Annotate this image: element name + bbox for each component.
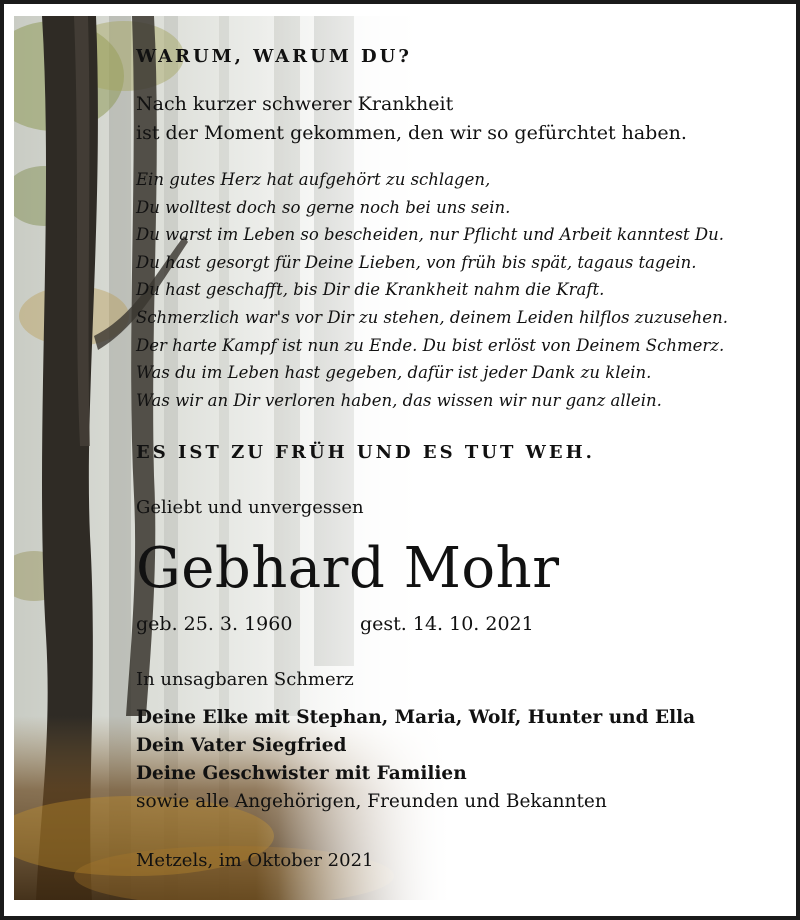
family-line-2: Dein Vater Siegfried bbox=[136, 735, 347, 756]
deceased-name: Gebhard Mohr bbox=[136, 536, 560, 601]
poem-line-9: Was wir an Dir verloren haben, das wissen wir nur ganz allein. bbox=[136, 390, 662, 410]
grief-line: In unsagbaren Schmerz bbox=[136, 669, 354, 690]
motto: ES IST ZU FRÜH UND ES TUT WEH. bbox=[136, 442, 595, 463]
obituary-frame bbox=[4, 4, 796, 916]
heading: WARUM, WARUM DU? bbox=[136, 46, 412, 67]
intro-line-2: ist der Moment gekommen, den wir so gefürchtet haben. bbox=[136, 122, 687, 144]
poem-line-8: Was du im Leben hast gegeben, dafür ist jeder Dank zu klein. bbox=[136, 363, 652, 383]
death-date: gest. 14. 10. 2021 bbox=[360, 613, 534, 635]
poem-line-6: Schmerzlich war's vor Dir zu stehen, deinem Leiden hilflos zuzusehen. bbox=[136, 308, 728, 327]
poem-line-5: Du hast geschafft, bis Dir die Krankheit nahm die Kraft. bbox=[136, 280, 605, 300]
intro-line-1: Nach kurzer schwerer Krankheit bbox=[136, 93, 454, 115]
beloved-line: Geliebt und unvergessen bbox=[136, 497, 364, 518]
poem-line-7: Der harte Kampf ist nun zu Ende. Du bist erlöst von Deinem Schmerz. bbox=[136, 335, 725, 355]
obituary-content bbox=[136, 16, 776, 900]
poem-line-3: Du warst im Leben so bescheiden, nur Pflicht und Arbeit kanntest Du. bbox=[136, 225, 724, 245]
birth-date: geb. 25. 3. 1960 bbox=[136, 613, 293, 635]
poem-line-1: Ein gutes Herz hat aufgehört zu schlagen, bbox=[136, 170, 491, 189]
poem-line-4: Du hast gesorgt für Deine Lieben, von früh bis spät, tagaus tagein. bbox=[136, 252, 697, 272]
family-line-1: Deine Elke mit Stephan, Maria, Wolf, Hunter und Ella bbox=[136, 707, 696, 728]
place-date: Metzels, im Oktober 2021 bbox=[136, 850, 374, 871]
poem-line-2: Du wolltest doch so gerne noch bei uns sein. bbox=[136, 197, 511, 217]
relatives-line: sowie alle Angehörigen, Freunden und Bekannten bbox=[136, 791, 607, 812]
obituary-panel bbox=[14, 16, 776, 900]
family-line-3: Deine Geschwister mit Familien bbox=[136, 763, 467, 784]
